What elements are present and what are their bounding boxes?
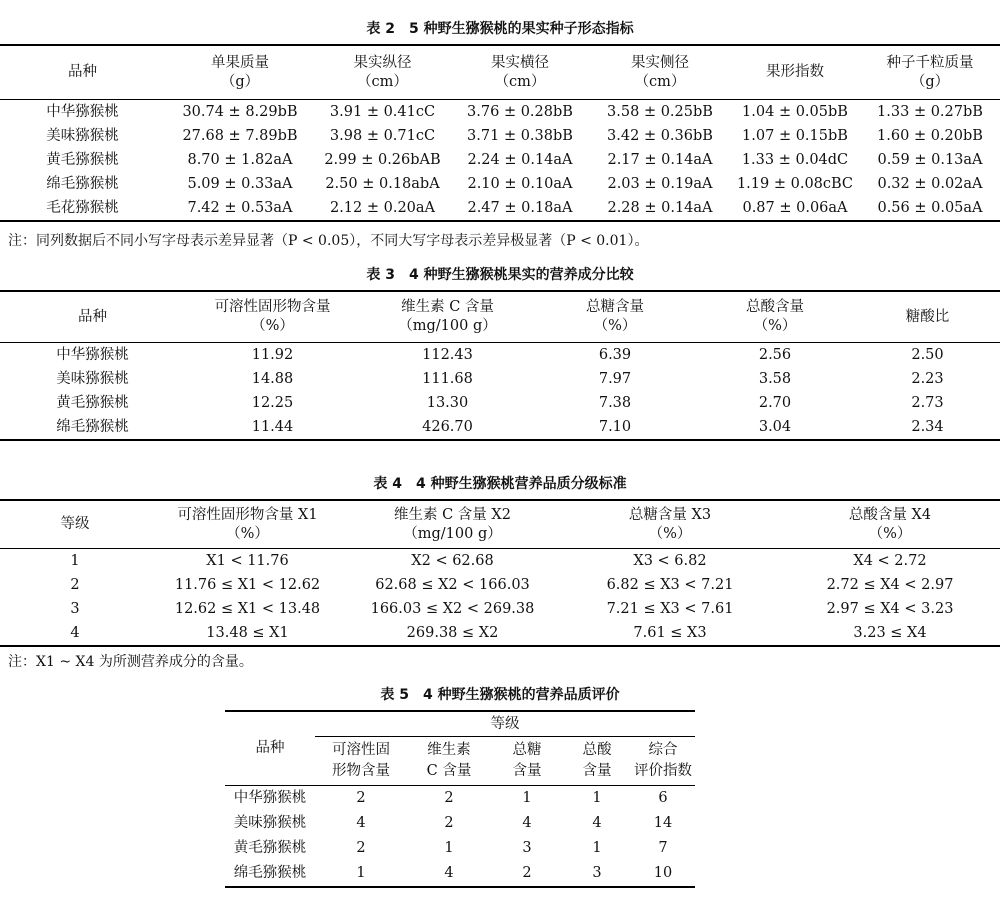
table2-cell: 0.59 ± 0.13aA <box>877 152 983 168</box>
table3-caption: 表 3 4 种野生猕猴桃果实的营养成分比较 <box>366 267 634 283</box>
table5-cell: 14 <box>653 815 673 831</box>
table3-header-unit: （%） <box>251 318 294 334</box>
table3-cell: 12.25 <box>251 395 294 411</box>
table4-header-row <box>0 500 1000 549</box>
table5-cell: 1 <box>592 790 602 806</box>
table3-header-cell <box>185 291 360 343</box>
table2-header-cell <box>730 45 860 100</box>
table2-cell: 美味猕猴桃 <box>46 128 119 144</box>
table4-row <box>0 573 1000 597</box>
table2-body <box>0 100 1000 222</box>
table3-cell: 7.38 <box>598 395 632 411</box>
table5-header-line1: 可溶性固 <box>332 742 390 758</box>
table3-header-cell <box>535 291 695 343</box>
table2-cell: 8.70 ± 1.82aA <box>187 152 293 168</box>
table4 <box>0 499 1000 647</box>
table4-cell: 62.68 ≤ X2 < 166.03 <box>375 577 530 593</box>
table3-cell: 2.34 <box>855 415 1000 440</box>
table3 <box>0 290 1000 441</box>
table3-cell: 426.70 <box>360 415 535 440</box>
table3-cell: 3.04 <box>695 415 855 440</box>
table2-header-unit: （cm） <box>494 73 546 90</box>
table4-note: 注：X1 ~ X4 为所测营养成分的含量。 <box>8 654 253 670</box>
table3-row <box>0 391 1000 415</box>
table2-row <box>0 148 1000 172</box>
table2-cell: 0.87 ± 0.06aA <box>730 196 860 221</box>
table2-cell: 2.47 ± 0.18aA <box>450 196 590 221</box>
table5-cell: 1 <box>315 861 407 887</box>
table2-cell: 中华猕猴桃 <box>46 104 119 120</box>
table3-row <box>0 415 1000 440</box>
table4-cell: 11.76 ≤ X1 < 12.62 <box>174 577 321 593</box>
table3-row <box>0 367 1000 391</box>
table3-header-label: 糖酸比 <box>905 308 950 325</box>
table5-header-line1: 维生素 <box>427 742 471 758</box>
table5-cell: 2 <box>356 840 366 856</box>
table2-cell: 1.60 ± 0.20bB <box>877 128 983 144</box>
table4-cell: 12.62 ≤ X1 < 13.48 <box>174 601 321 617</box>
table4-header-cell <box>780 500 1000 549</box>
table2-header-unit: （g） <box>910 73 950 90</box>
table4-cell: X3 < 6.82 <box>633 553 707 569</box>
table5-cell: 4 <box>592 815 602 831</box>
table2-row <box>0 100 1000 125</box>
table4-header-cell <box>560 500 780 549</box>
table3-header-cell <box>855 291 1000 343</box>
table3-cell: 111.68 <box>422 371 473 387</box>
table2-header-unit: （cm） <box>357 73 408 90</box>
table5-header-cell <box>491 737 563 786</box>
table3-cell: 11.44 <box>185 415 360 440</box>
table2-cell: 3.58 ± 0.25bB <box>607 104 713 120</box>
table2-cell: 2.24 ± 0.14aA <box>467 152 573 168</box>
table3-header-label: 品种 <box>78 308 107 325</box>
table5-header-line2: 评价指数 <box>634 763 692 779</box>
table2-header-label: 果实横径 <box>491 54 549 71</box>
table3-header-label: 维生素 C 含量 <box>401 299 494 315</box>
table2-row <box>0 196 1000 221</box>
table3-cell: 13.30 <box>426 395 469 411</box>
table2-caption: 表 2 5 种野生猕猴桃的果实种子形态指标 <box>366 21 634 37</box>
table2-row <box>0 124 1000 148</box>
table5-cell: 1 <box>592 840 602 856</box>
table5-cell: 1 <box>444 840 454 856</box>
table2-header-cell <box>590 45 730 100</box>
table5-cell: 2 <box>491 861 563 887</box>
table4-header-unit: （%） <box>226 525 269 542</box>
table4-header <box>0 500 1000 549</box>
table5-cell: 2 <box>356 790 366 806</box>
table4-cell: 6.82 ≤ X3 < 7.21 <box>606 577 734 593</box>
table2-cell: 1.04 ± 0.05bB <box>742 104 848 120</box>
table4-cell: 1 <box>70 553 80 569</box>
table2-header-cell <box>315 45 450 100</box>
table4-row <box>0 549 1000 574</box>
table2-header-unit: （cm） <box>634 73 686 90</box>
table2-cell: 0.56 ± 0.05aA <box>860 196 1000 221</box>
table4-header-unit: （mg/100 g） <box>403 525 502 542</box>
table3-header-cell <box>0 291 185 343</box>
table2-cell: 7.42 ± 0.53aA <box>165 196 315 221</box>
table5-cell: 绵毛猕猴桃 <box>225 861 315 887</box>
table3-header-row <box>0 291 1000 343</box>
table5-cell: 2 <box>444 790 454 806</box>
table2-cell: 1.19 ± 0.08cBC <box>736 176 854 192</box>
table4-caption: 表 4 4 种野生猕猴桃营养品质分级标准 <box>373 476 627 492</box>
table2-cell: 27.68 ± 7.89bB <box>182 128 298 144</box>
table5-row <box>225 786 695 812</box>
table5-row <box>225 836 695 861</box>
table2-cell: 3.91 ± 0.41cC <box>329 104 436 120</box>
table3-cell: 黄毛猕猴桃 <box>56 395 129 411</box>
table2-header-cell <box>165 45 315 100</box>
table5-row-header: 品种 <box>225 711 315 786</box>
table2-header-unit: （g） <box>220 73 260 90</box>
table2-header-label: 果形指数 <box>766 64 824 80</box>
table4-cell: 2.97 ≤ X4 < 3.23 <box>826 601 954 617</box>
table5-row <box>225 811 695 836</box>
table4-cell: X1 < 11.76 <box>206 553 289 569</box>
table5-cell: 4 <box>356 815 366 831</box>
table3-header-unit: （%） <box>593 318 637 334</box>
table4-cell: 269.38 ≤ X2 <box>345 621 560 646</box>
table4-row <box>0 597 1000 621</box>
table5 <box>225 710 695 888</box>
table4-header-cell <box>345 500 560 549</box>
table4-cell: 7.21 ≤ X3 < 7.61 <box>606 601 734 617</box>
table4-cell: 3 <box>70 601 80 617</box>
table5-header-line2: 含量 <box>512 763 542 779</box>
table2-header-label: 品种 <box>68 64 97 80</box>
table4-header-label: 等级 <box>60 516 90 532</box>
table5-header-line1: 综合 <box>648 742 678 758</box>
table2-header-label: 单果质量 <box>211 54 269 71</box>
table3-header-label: 总酸含量 <box>746 299 804 315</box>
table2-header-label: 种子千粒质量 <box>886 54 974 71</box>
table3-header-cell <box>695 291 855 343</box>
table2-cell: 0.32 ± 0.02aA <box>877 176 983 192</box>
table3-cell: 14.88 <box>251 371 294 387</box>
table2-cell: 2.50 ± 0.18abA <box>325 176 440 192</box>
table5-header <box>225 711 695 786</box>
table5-header-cell <box>407 737 491 786</box>
table3-header-label: 总糖含量 <box>586 299 644 315</box>
table5-cell: 2 <box>444 815 454 831</box>
table3-body <box>0 343 1000 441</box>
table4-cell: 166.03 ≤ X2 < 269.38 <box>370 601 535 617</box>
table2-header-label: 果实纵径 <box>353 54 412 71</box>
table2-note: 注：同列数据后不同小写字母表示差异显著（P < 0.05），不同大写字母表示差异极显著（P < 0.01）。 <box>8 233 649 249</box>
table5-row <box>225 861 695 887</box>
table2-header-cell <box>0 45 165 100</box>
table2-cell: 3.42 ± 0.36bB <box>607 128 713 144</box>
table3-cell: 112.43 <box>422 347 473 363</box>
table5-cell: 4 <box>522 815 532 831</box>
table2-cell: 2.03 ± 0.19aA <box>607 176 713 192</box>
table2-cell: 5.09 ± 0.33aA <box>187 176 293 192</box>
table2-cell: 30.74 ± 8.29bB <box>182 104 298 120</box>
table3-header-unit: （mg/100 g） <box>398 318 497 334</box>
table5-caption: 表 5 4 种野生猕猴桃的营养品质评价 <box>380 687 620 703</box>
table2-cell: 1.33 ± 0.27bB <box>877 104 983 120</box>
table3-cell: 2.23 <box>911 371 944 387</box>
table3-cell: 7.10 <box>535 415 695 440</box>
table5-cell: 中华猕猴桃 <box>233 790 307 806</box>
table2-cell: 2.12 ± 0.20aA <box>315 196 450 221</box>
table4-cell: 4 <box>0 621 150 646</box>
table4-cell: 13.48 ≤ X1 <box>150 621 345 646</box>
table2-header-label: 果实侧径 <box>631 54 689 71</box>
table4-row <box>0 621 1000 646</box>
table4-cell: X4 < 2.72 <box>853 553 927 569</box>
table2-cell: 毛花猕猴桃 <box>0 196 165 221</box>
table5-cell: 美味猕猴桃 <box>233 815 307 831</box>
table5-cell: 10 <box>631 861 695 887</box>
table2-row <box>0 172 1000 196</box>
table2-header-cell <box>860 45 1000 100</box>
table5-header-line1: 总糖 <box>512 742 542 758</box>
table5-header-line1: 总酸 <box>582 742 612 758</box>
table3-cell: 11.92 <box>251 347 294 363</box>
table5-body <box>225 786 695 888</box>
table3-cell: 中华猕猴桃 <box>56 347 129 363</box>
table5-header-line2: C 含量 <box>426 763 472 779</box>
table3-cell: 3.58 <box>758 371 792 387</box>
table4-cell: 7.61 ≤ X3 <box>560 621 780 646</box>
table3-cell: 2.50 <box>911 347 944 363</box>
table3-cell: 2.56 <box>758 347 792 363</box>
table4-header-label: 总糖含量 X3 <box>628 506 712 523</box>
table4-header-label: 总酸含量 X4 <box>848 506 932 523</box>
table2-cell: 3.98 ± 0.71cC <box>329 128 436 144</box>
table2-header-row <box>0 45 1000 100</box>
table2-header <box>0 45 1000 100</box>
table5-cell: 3 <box>563 861 631 887</box>
table2-cell: 2.28 ± 0.14aA <box>590 196 730 221</box>
table3-header-unit: （%） <box>753 318 797 334</box>
table5-cell: 4 <box>407 861 491 887</box>
table4-header-cell <box>0 500 150 549</box>
table5-group-header: 等级 <box>315 711 695 737</box>
table4-header-cell <box>150 500 345 549</box>
table3-cell: 美味猕猴桃 <box>56 371 129 387</box>
table4-header-label: 可溶性固形物含量 X1 <box>177 506 318 523</box>
table4-cell: 2.72 ≤ X4 < 2.97 <box>826 577 954 593</box>
table5-cell: 黄毛猕猴桃 <box>233 840 307 856</box>
table5-cell: 6 <box>658 790 668 806</box>
table5-cell: 7 <box>658 840 668 856</box>
table3-header-cell <box>360 291 535 343</box>
table2-cell: 3.71 ± 0.38bB <box>467 128 573 144</box>
table2-cell: 2.17 ± 0.14aA <box>607 152 713 168</box>
table5-header-line2: 含量 <box>582 763 612 779</box>
table3-cell: 6.39 <box>598 347 632 363</box>
table3-header-label: 可溶性固形物含量 <box>214 299 331 315</box>
table4-cell: 2 <box>70 577 80 593</box>
table2-cell: 2.10 ± 0.10aA <box>467 176 573 192</box>
table2-header-cell <box>450 45 590 100</box>
table5-header-cell <box>563 737 631 786</box>
table4-header-unit: （%） <box>648 525 692 542</box>
table2 <box>0 44 1000 222</box>
table5-cell: 3 <box>522 840 532 856</box>
table3-row <box>0 343 1000 368</box>
table2-cell: 1.33 ± 0.04dC <box>741 152 849 168</box>
table3-header <box>0 291 1000 343</box>
table3-cell: 7.97 <box>598 371 632 387</box>
table3-cell: 2.73 <box>911 395 944 411</box>
table2-cell: 3.76 ± 0.28bB <box>467 104 573 120</box>
table3-cell: 2.70 <box>758 395 792 411</box>
table5-header-cell <box>315 737 407 786</box>
table4-header-unit: （%） <box>868 525 912 542</box>
table2-cell: 2.99 ± 0.26bAB <box>324 152 441 168</box>
table4-body <box>0 549 1000 647</box>
table5-cell: 1 <box>522 790 532 806</box>
table2-cell: 绵毛猕猴桃 <box>46 176 119 192</box>
table5-header-cell <box>631 737 695 786</box>
table2-cell: 1.07 ± 0.15bB <box>742 128 848 144</box>
table4-header-label: 维生素 C 含量 X2 <box>394 506 511 523</box>
table4-cell: 3.23 ≤ X4 <box>780 621 1000 646</box>
table4-cell: X2 < 62.68 <box>411 553 494 569</box>
table5-header-line2: 形物含量 <box>332 763 390 779</box>
table3-cell: 绵毛猕猴桃 <box>0 415 185 440</box>
table2-cell: 黄毛猕猴桃 <box>46 152 119 168</box>
